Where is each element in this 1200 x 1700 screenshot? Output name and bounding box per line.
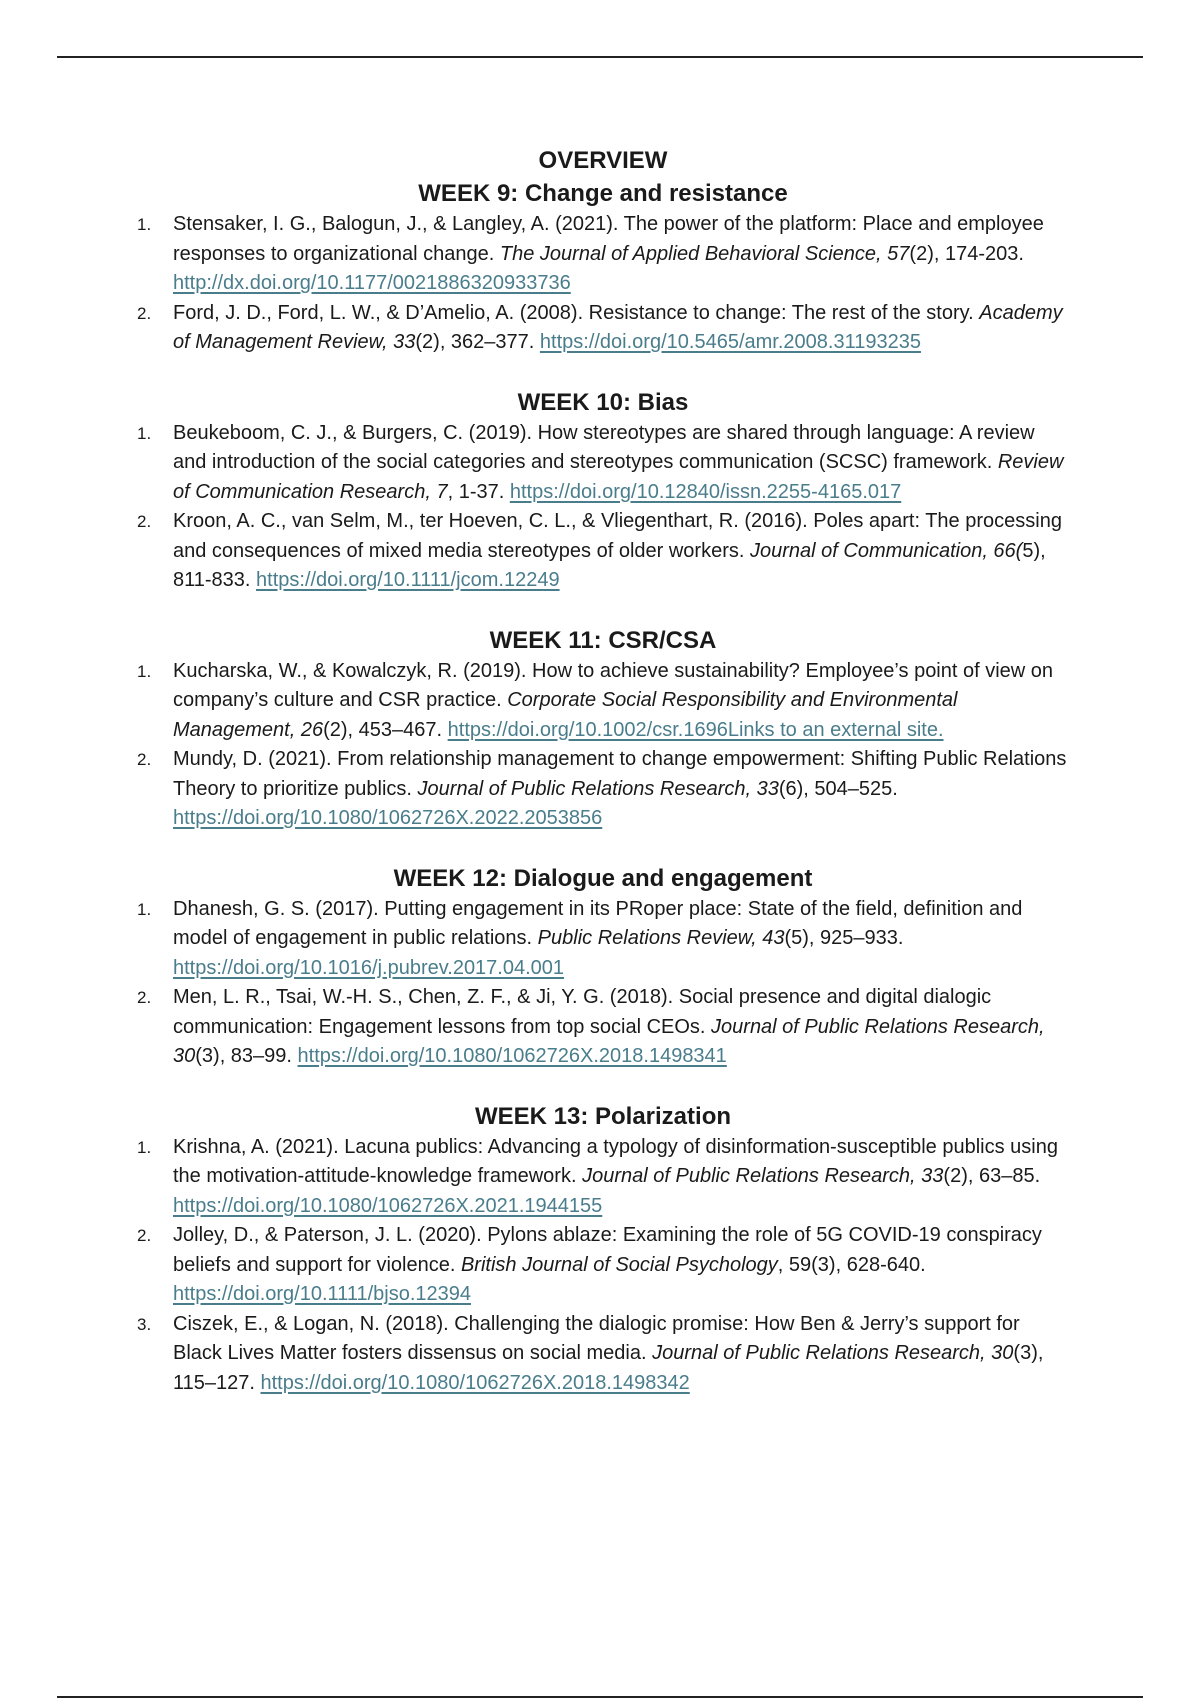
reference-details: (3), 115–127. xyxy=(173,1342,1044,1394)
reference-number: 1. xyxy=(137,899,152,919)
reference-journal: Journal of Public Relations Research, 33 xyxy=(582,1165,944,1187)
doi-link[interactable]: https://doi.org/10.5465/amr.2008.31193235 xyxy=(539,331,921,353)
week-12-section xyxy=(133,862,1073,1072)
reference-number: 2. xyxy=(137,1226,152,1245)
reference-details: , 1-37. xyxy=(447,480,510,503)
reference-number: 1. xyxy=(137,661,152,681)
reference-journal: Public Relations Review, 43 xyxy=(537,927,785,949)
doi-link[interactable]: https://doi.org/10.1111/bjso.12394 xyxy=(173,1283,471,1305)
week-heading: WEEK 13: Polarization xyxy=(474,1102,732,1130)
reference-item xyxy=(133,299,1073,358)
reference-details: (3), 83–99. xyxy=(195,1045,298,1067)
reference-item xyxy=(133,895,1073,984)
week-heading: WEEK 9: Change and resistance xyxy=(418,180,788,207)
reference-number: 1. xyxy=(137,215,152,234)
reference-journal: Journal of Communication, 66( xyxy=(749,539,1023,562)
reference-details: (2), 362–377. xyxy=(415,331,540,353)
reference-authors: Kucharska, W., & Kowalczyk, R. (2019). How to achieve sustainability? Employee’s point of view on company’s culture and CSR practice. xyxy=(173,659,1054,711)
top-rule xyxy=(57,56,1143,58)
reference-details: (2), 453–467. xyxy=(323,718,448,741)
week-11-section xyxy=(133,624,1073,834)
reference-number: 2. xyxy=(137,988,152,1007)
doi-link[interactable]: https://doi.org/10.1016/j.pubrev.2017.04.001 xyxy=(173,956,565,979)
reference-journal: Journal of Public Relations Research, 30 xyxy=(652,1342,1014,1364)
reference-authors: Krishna, A. (2021). Lacuna publics: Advancing a typology of disinformation-susceptible publics using the motivation-attitude-knowledge framework. xyxy=(173,1135,1058,1187)
reference-details: (2), 63–85. xyxy=(943,1165,1041,1187)
reference-authors: Kroon, A. C., van Selm, M., ter Hoeven, C. L., & Vliegenthart, R. (2016). Poles apart: The processing and consequences of mixed media stereotypes of older workers. xyxy=(173,510,1062,562)
reference-item xyxy=(133,983,1073,1072)
reference-item xyxy=(133,1133,1073,1222)
doi-link[interactable]: http://dx.doi.org/10.1177/0021886320933736 xyxy=(173,272,571,294)
reference-number: 3. xyxy=(137,1314,152,1334)
reference-item xyxy=(133,657,1073,746)
week-13-section xyxy=(133,1100,1073,1399)
reference-authors: Beukeboom, C. J., & Burgers, C. (2019). How stereotypes are shared through language: A review and introduction of the social categories and stereotypes communication (SCSC) framework. xyxy=(173,421,1035,473)
reference-authors: Ford, J. D., Ford, L. W., & D’Amelio, A. (2008). Resistance to change: The rest of the story. xyxy=(173,301,980,324)
reference-list xyxy=(133,419,1073,596)
reference-details: 5), 811-833. xyxy=(173,539,1046,591)
reference-journal: Academy of Management Review, 33 xyxy=(173,301,1063,353)
reference-details: (5), 925–933. xyxy=(784,927,904,949)
doi-link[interactable]: https://doi.org/10.1080/1062726X.2021.1944155 xyxy=(173,1194,603,1217)
doi-link[interactable]: https://doi.org/10.12840/issn.2255-4165.017 xyxy=(509,480,902,503)
doi-link[interactable]: https://doi.org/10.1080/1062726X.2022.2053856 xyxy=(173,807,603,829)
reference-list xyxy=(133,210,1073,358)
reference-number: 2. xyxy=(137,750,152,769)
reference-authors: Men, L. R., Tsai, W.-H. S., Chen, Z. F., & Ji, Y. G. (2018). Social presence and digital dialogic communication: Engagement lessons from top social CEOs. xyxy=(173,986,992,1038)
reference-list xyxy=(133,657,1073,834)
reference-item xyxy=(133,210,1073,299)
reference-authors: Ciszek, E., & Logan, N. (2018). Challenging the dialogic promise: How Ben & Jerry’s support for Black Lives Matter fosters dissensus on social media. xyxy=(173,1312,1020,1364)
reference-journal: Corporate Social Responsibility and Environmental Management, 26 xyxy=(173,689,958,741)
reference-authors: Dhanesh, G. S. (2017). Putting engagement in its PRoper place: State of the field, definition and model of engagement in public relations. xyxy=(173,897,1023,949)
reference-list xyxy=(133,1133,1073,1399)
reference-authors: Jolley, D., & Paterson, J. L. (2020). Pylons ablaze: Examining the role of 5G COVID-19 conspiracy beliefs and support for violence. xyxy=(173,1224,1042,1276)
doi-link[interactable]: https://doi.org/10.1080/1062726X.2018.1498342 xyxy=(260,1371,690,1394)
reference-authors: Stensaker, I. G., Balogun, J., & Langley, A. (2021). The power of the platform: Place and employee responses to organizational change. xyxy=(173,213,1044,265)
reference-item xyxy=(133,1310,1073,1399)
reference-number: 1. xyxy=(137,1137,152,1157)
reference-journal: Review of Communication Research, 7 xyxy=(173,451,1064,503)
page-title: OVERVIEW xyxy=(538,147,668,174)
reference-item xyxy=(133,419,1073,508)
reference-number: 2. xyxy=(137,512,152,531)
reference-details: (2), 174-203. xyxy=(909,242,1024,265)
reference-details: (6), 504–525. xyxy=(778,777,898,800)
document-body xyxy=(133,144,1073,1426)
reference-journal: British Journal of Social Psychology xyxy=(460,1253,778,1276)
week-heading: WEEK 10: Bias xyxy=(517,388,689,416)
reference-journal: Journal of Public Relations Research, 33 xyxy=(417,777,779,800)
reference-list xyxy=(133,895,1073,1072)
reference-number: 2. xyxy=(137,303,152,323)
reference-item xyxy=(133,1221,1073,1310)
reference-item xyxy=(133,507,1073,596)
week-heading: WEEK 11: CSR/CSA xyxy=(489,626,717,654)
doi-link[interactable]: https://doi.org/10.1111/jcom.12249 xyxy=(256,569,560,591)
week-heading: WEEK 12: Dialogue and engagement xyxy=(393,864,813,892)
reference-journal: Journal of Public Relations Research, 30 xyxy=(173,1015,1045,1067)
reference-number: 1. xyxy=(137,423,152,443)
reference-details: , 59(3), 628-640. xyxy=(777,1253,926,1276)
week-9-section xyxy=(133,177,1073,358)
doi-link[interactable]: https://doi.org/10.1002/csr.1696Links to an external site. xyxy=(447,718,944,741)
doi-link[interactable]: https://doi.org/10.1080/1062726X.2018.1498341 xyxy=(297,1045,727,1067)
week-10-section xyxy=(133,386,1073,596)
reference-item xyxy=(133,745,1073,834)
reference-authors: Mundy, D. (2021). From relationship management to change empowerment: Shifting Public Relations Theory to prioritize publics. xyxy=(173,748,1067,800)
bottom-rule xyxy=(57,1696,1143,1698)
reference-journal: The Journal of Applied Behavioral Science, 57 xyxy=(499,242,910,265)
